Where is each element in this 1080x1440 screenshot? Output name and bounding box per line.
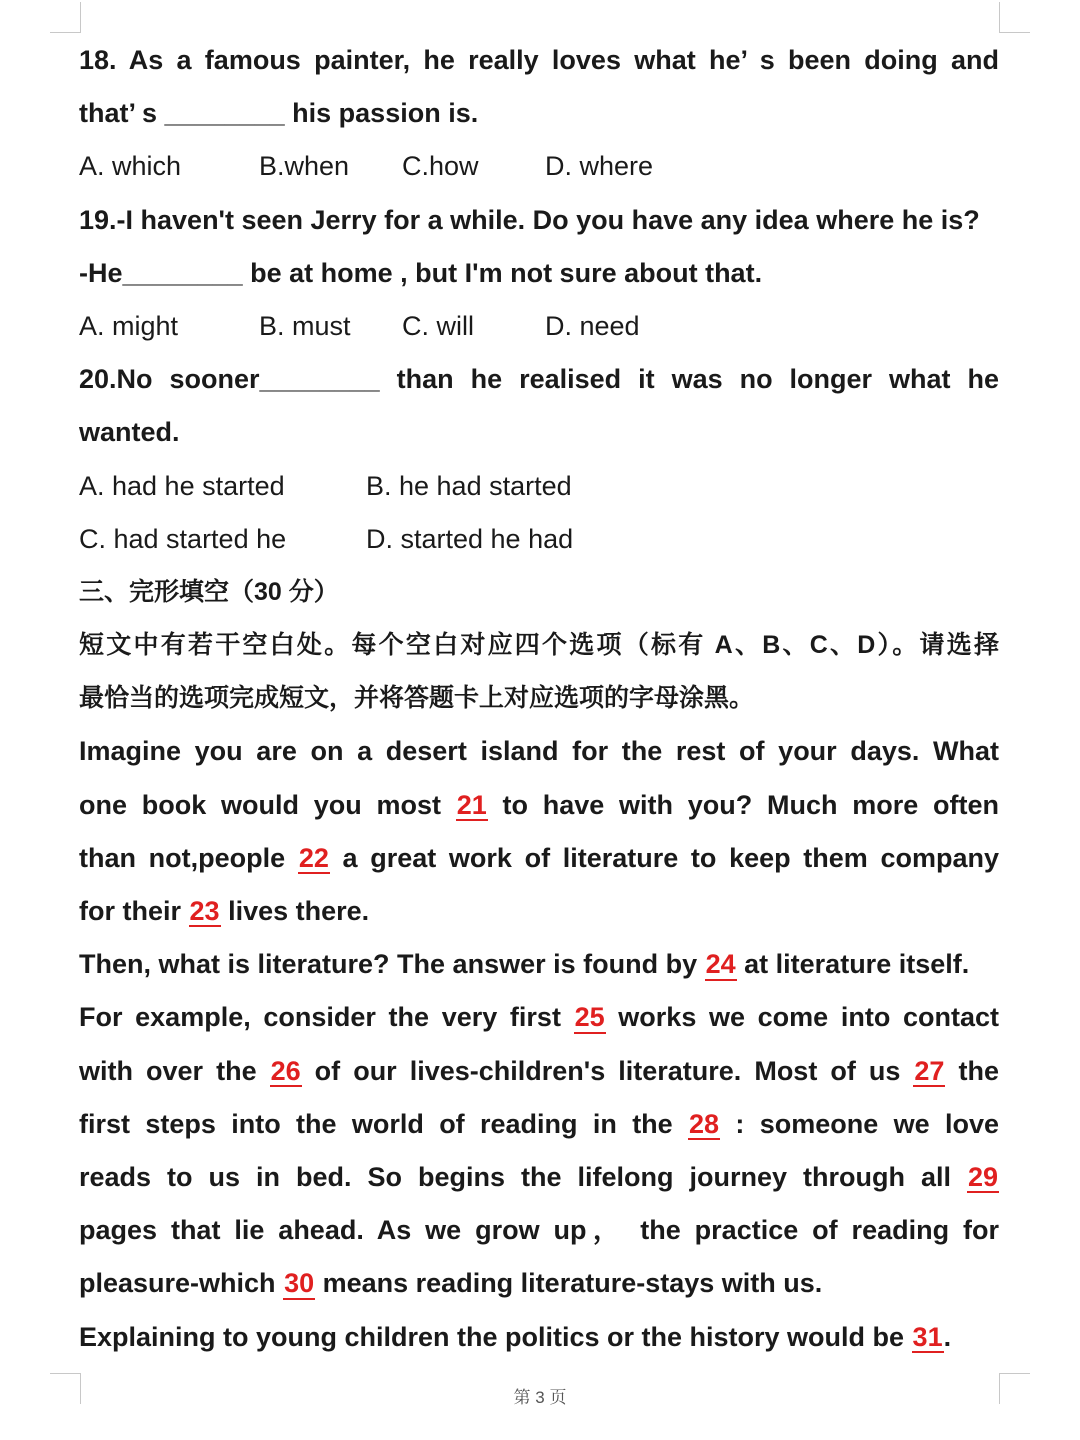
option-a: A. which: [79, 151, 182, 182]
passage-line: Explaining to young children the politics or the history would be 31.: [79, 1321, 952, 1352]
option-b: B. must: [259, 310, 351, 341]
option-c: C. had started he: [79, 523, 287, 554]
blank-27: 27: [914, 1055, 945, 1086]
blank-30: 30: [284, 1268, 315, 1299]
question-18-options: [79, 140, 999, 193]
passage-line: with over the 26 of our lives-children's literature. Most of us 27 the: [79, 1055, 999, 1086]
option-b: B. he had started: [366, 470, 572, 501]
passage-line: For example, consider the very first 25 works we come into contact: [79, 1002, 999, 1033]
blank-26: 26: [270, 1055, 301, 1086]
blank-31: 31: [912, 1321, 943, 1352]
question-20-stem: 20.No sooner________ than he realised it was no longer what he: [79, 364, 999, 395]
passage-line: first steps into the world of reading in the 28 : someone we love: [79, 1108, 999, 1139]
option-d: D. where: [545, 151, 654, 182]
page-content: [79, 34, 999, 1364]
option-c: C. will: [402, 310, 474, 341]
crop-mark-top-left: [50, 2, 81, 33]
blank-25: 25: [574, 1002, 605, 1033]
question-18-stem: 18. As a famous painter, he really loves what he’ s been doing and: [79, 45, 999, 75]
question-19-stem-cont: -He________ be at home , but I'm not sure about that.: [79, 257, 763, 288]
question-20-options-row2: [79, 513, 999, 566]
passage-line: pleasure-which 30 means reading literature-stays with us.: [79, 1268, 823, 1299]
question-20-stem-cont: wanted.: [79, 417, 180, 448]
option-a: A. might: [79, 310, 179, 341]
question-20-options-row1: [79, 460, 999, 513]
section-instructions: 短文中有若干空白处。每个空白对应四个选项（标有 A、B、C、D）。请选择: [79, 631, 999, 660]
question-19-stem: 19.-I haven't seen Jerry for a while. Do you have any idea where he is?: [79, 204, 980, 235]
passage-line: pages that lie ahead. As we grow up， the practice of reading for: [79, 1215, 999, 1246]
passage-line: Then, what is literature? The answer is found by 24 at literature itself.: [79, 949, 970, 980]
blank-21: 21: [456, 789, 487, 820]
blank-28: 28: [689, 1108, 720, 1139]
blank-22: 22: [298, 842, 329, 873]
page-number: 第 3 页: [513, 1388, 567, 1407]
option-b: B.when: [259, 151, 350, 182]
section-title: 三、完形填空（30 分）: [79, 577, 339, 606]
question-18-stem-cont: that’ s ________ his passion is.: [79, 98, 479, 129]
option-a: A. had he started: [79, 470, 285, 501]
section-instructions-cont: 最恰当的选项完成短文，并将答题卡上对应选项的字母涂黑。: [79, 684, 755, 713]
blank-24: 24: [705, 949, 736, 980]
option-d: D. started he had: [366, 523, 574, 554]
option-d: D. need: [545, 310, 640, 341]
passage-line: for their 23 lives there.: [79, 896, 370, 926]
blank-23: 23: [189, 896, 220, 926]
blank-29: 29: [967, 1161, 998, 1192]
passage-line: than not,people 22 a great work of literature to keep them company: [79, 842, 999, 873]
question-19-options: [79, 300, 999, 353]
passage-line: Imagine you are on a desert island for the rest of your days. What: [79, 736, 999, 767]
crop-mark-top-right: [999, 2, 1030, 33]
passage-line: one book would you most 21 to have with you? Much more often: [79, 789, 999, 820]
option-c: C.how: [402, 151, 479, 182]
passage-line: reads to us in bed. So begins the lifelong journey through all 29: [79, 1161, 998, 1192]
